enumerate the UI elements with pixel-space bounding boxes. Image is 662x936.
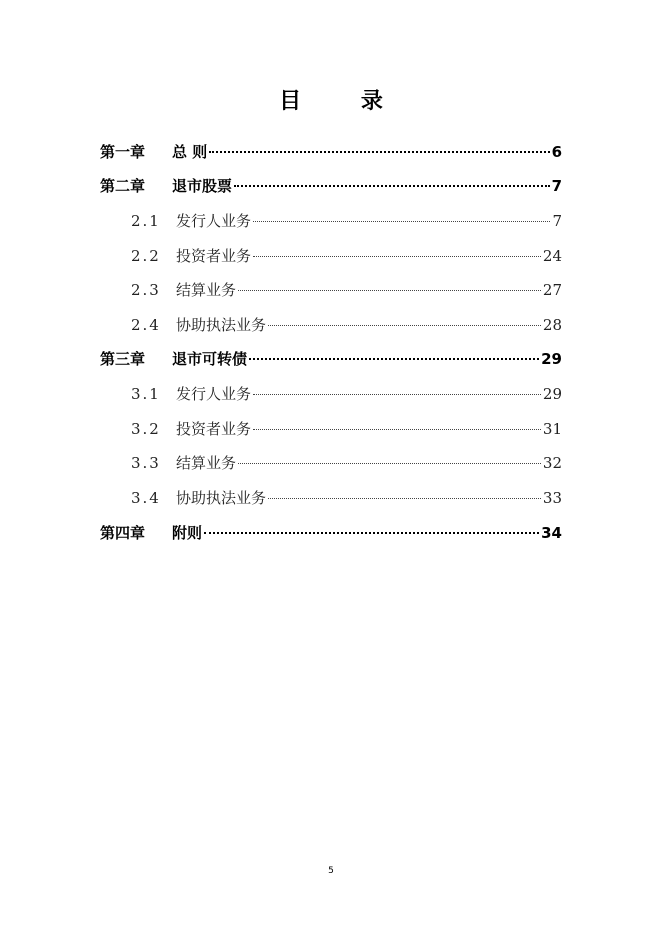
- toc-entry-section-2-1[interactable]: [131, 209, 562, 233]
- toc-entry-chapter-4[interactable]: [100, 521, 562, 545]
- dot-leader: [234, 184, 550, 187]
- dot-leader: [268, 324, 541, 326]
- toc-entry-section-3-1[interactable]: [131, 382, 562, 406]
- toc-entry-number: 2.4: [131, 316, 161, 334]
- toc-entry-label: 发行人业务: [176, 385, 252, 403]
- toc-entry-section-3-2[interactable]: [131, 417, 562, 441]
- toc-entry-number: 第二章: [100, 177, 146, 195]
- toc-entry-label: 协助执法业务: [176, 316, 267, 334]
- dot-leader: [238, 462, 541, 464]
- toc-entry-page: 7: [551, 177, 562, 195]
- toc-entry-chapter-2[interactable]: [100, 174, 562, 198]
- toc-entry-section-3-3[interactable]: [131, 451, 562, 475]
- dot-leader: [249, 357, 539, 360]
- toc-entry-section-2-3[interactable]: [131, 278, 562, 302]
- page-number: 5: [328, 866, 334, 876]
- dot-leader: [268, 497, 541, 499]
- toc-entry-number: 2.3: [131, 281, 161, 299]
- toc-entry-page: 6: [551, 143, 562, 161]
- toc-entry-number: 第三章: [100, 350, 146, 368]
- toc-entry-label: 退市股票: [172, 177, 233, 195]
- toc-entry-label: 总 则: [172, 143, 208, 161]
- toc-entry-label: 投资者业务: [176, 420, 252, 438]
- toc-entry-chapter-3[interactable]: [100, 347, 562, 371]
- toc-entry-section-2-4[interactable]: [131, 313, 562, 337]
- dot-leader: [253, 255, 541, 257]
- toc-entry-page: 29: [542, 385, 562, 403]
- toc-entry-label: 退市可转债: [172, 350, 248, 368]
- toc-entry-label: 投资者业务: [176, 247, 252, 265]
- toc-entry-section-3-4[interactable]: [131, 486, 562, 510]
- dot-leader: [253, 428, 541, 430]
- dot-leader: [238, 289, 541, 291]
- toc-entry-page: 33: [542, 489, 562, 507]
- toc-entry-label: 结算业务: [176, 281, 237, 299]
- dot-leader: [253, 220, 550, 222]
- toc-entry-number: 2.1: [131, 212, 161, 230]
- toc-entry-number: 3.4: [131, 489, 161, 507]
- toc-title: 目 录: [279, 89, 409, 114]
- toc-entry-label: 结算业务: [176, 454, 237, 472]
- toc-entry-number: 第一章: [100, 143, 146, 161]
- toc-entry-number: 3.3: [131, 454, 161, 472]
- toc-entry-label: 协助执法业务: [176, 489, 267, 507]
- toc-entry-chapter-1[interactable]: [100, 140, 562, 164]
- toc-entry-number: 3.1: [131, 385, 161, 403]
- toc-entry-label: 发行人业务: [176, 212, 252, 230]
- toc-entry-page: 24: [542, 247, 562, 265]
- dot-leader: [209, 150, 549, 153]
- toc-entry-number: 第四章: [100, 524, 146, 542]
- toc-entry-label: 附则: [172, 524, 203, 542]
- toc-entry-page: 34: [541, 524, 562, 542]
- toc-entry-page: 32: [542, 454, 562, 472]
- toc-entry-number: 2.2: [131, 247, 161, 265]
- dot-leader: [253, 393, 541, 395]
- toc-entry-page: 29: [541, 350, 562, 368]
- toc-entry-section-2-2[interactable]: [131, 244, 562, 268]
- toc-entry-page: 31: [542, 420, 562, 438]
- toc-entry-page: 28: [542, 316, 562, 334]
- toc-entry-page: 7: [552, 212, 562, 230]
- toc-entry-number: 3.2: [131, 420, 161, 438]
- toc-entry-page: 27: [542, 281, 562, 299]
- dot-leader: [204, 531, 539, 534]
